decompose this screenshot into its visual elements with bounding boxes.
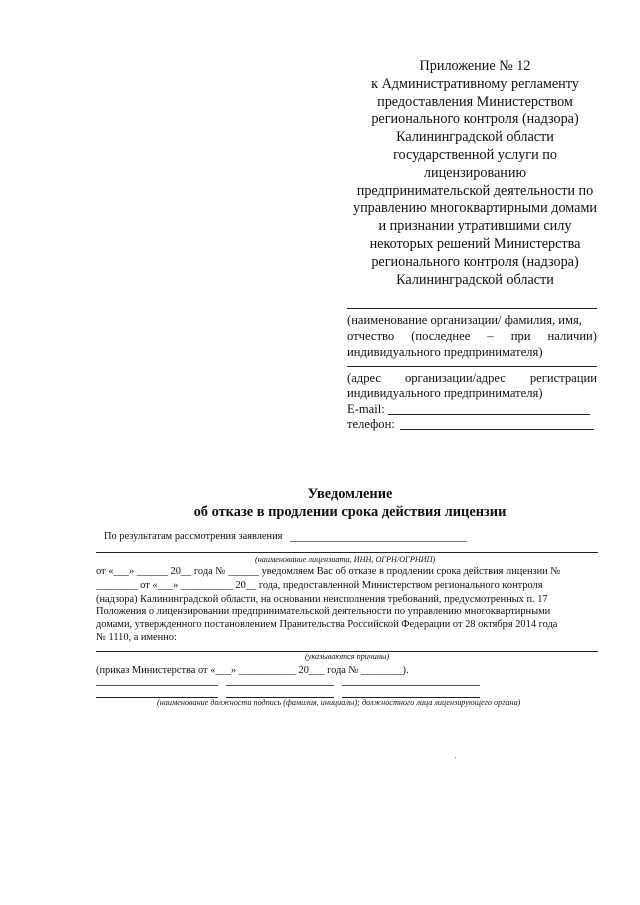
email-field[interactable]: [388, 414, 590, 415]
appendix-line: лицензированию: [423, 164, 527, 181]
name-line[interactable]: [342, 685, 480, 686]
licensee-caption: (наименование лицензиата, ИНН, ОГРН/ОГРНИП): [255, 555, 436, 564]
notice-title: Уведомление: [307, 486, 393, 502]
phone-label: телефон:: [347, 417, 395, 431]
licensee-line[interactable]: [96, 552, 598, 553]
appendix-line: Приложение № 12: [419, 58, 531, 74]
appendix-line: предоставления Министерством: [377, 93, 573, 110]
position-line[interactable]: [96, 685, 218, 686]
signature-caption: (наименование должности подпись (фамилия, инициалы); должностного лица лицензирующего органа): [157, 698, 521, 707]
appendix-line: государственной услуги по: [393, 146, 557, 163]
paragraph-line: ________ от «___» __________ 20__ года, предоставленной Министерством регионального контроля: [96, 580, 543, 591]
paragraph-line: (надзора) Калининградской области, на основании неисполнения требований, предусмотренных п. 17: [96, 594, 548, 605]
paragraph-line: № 1110, а именно:: [96, 632, 177, 643]
appendix-line: Калининградской области: [396, 271, 554, 288]
phone-field[interactable]: [400, 429, 594, 430]
address-caption: (адрес организации/адрес регистрации: [347, 371, 597, 385]
appendix-header: [335, 58, 615, 289]
appendix-line: предпринимательской деятельности по: [356, 182, 594, 199]
appendix-line: регионального контроля (надзора): [371, 111, 579, 128]
appendix-line: к Административному регламенту: [371, 75, 579, 92]
paragraph-line: от «___» ______ 20__ года № ______ уведомляем Вас об отказе в продлении срока действия лицензии №: [96, 566, 561, 577]
org-caption: отчество (последнее – при наличии): [347, 329, 597, 343]
notice-subtitle: об отказе в продлении срока действия лицензии: [193, 504, 507, 520]
email-label: E-mail:: [347, 402, 385, 416]
order-reference: (приказ Министерства от «___» ___________ 20___ года № ________).: [96, 665, 409, 676]
appendix-line: и признании утратившими силу: [378, 218, 572, 235]
application-field[interactable]: [290, 541, 467, 542]
org-name-line[interactable]: [347, 308, 597, 309]
paragraph-line: Положения о лицензировании предпринимательской деятельности по управлению многоквартирными: [96, 606, 551, 617]
org-caption: индивидуального предпринимателя): [347, 345, 543, 359]
paragraph-line: домами, утвержденного постановлением Правительства Российской Федерации от 28 октября 2014 года: [96, 619, 558, 630]
appendix-line: Калининградской области: [396, 129, 554, 146]
appendix-line: некоторых решений Министерства: [369, 235, 581, 252]
address-line[interactable]: [347, 366, 597, 367]
intro-text: По результатам рассмотрения заявления: [104, 531, 283, 542]
scan-speck: [455, 757, 456, 758]
appendix-line: управлению многоквартирными домами: [352, 200, 598, 217]
appendix-line: регионального контроля (надзора): [371, 253, 579, 270]
reasons-caption: (указываются причины): [305, 652, 390, 661]
org-caption: (наименование организации/ фамилия, имя,: [347, 313, 582, 327]
address-caption: индивидуального предпринимателя): [347, 386, 543, 400]
signature-line[interactable]: [226, 685, 334, 686]
